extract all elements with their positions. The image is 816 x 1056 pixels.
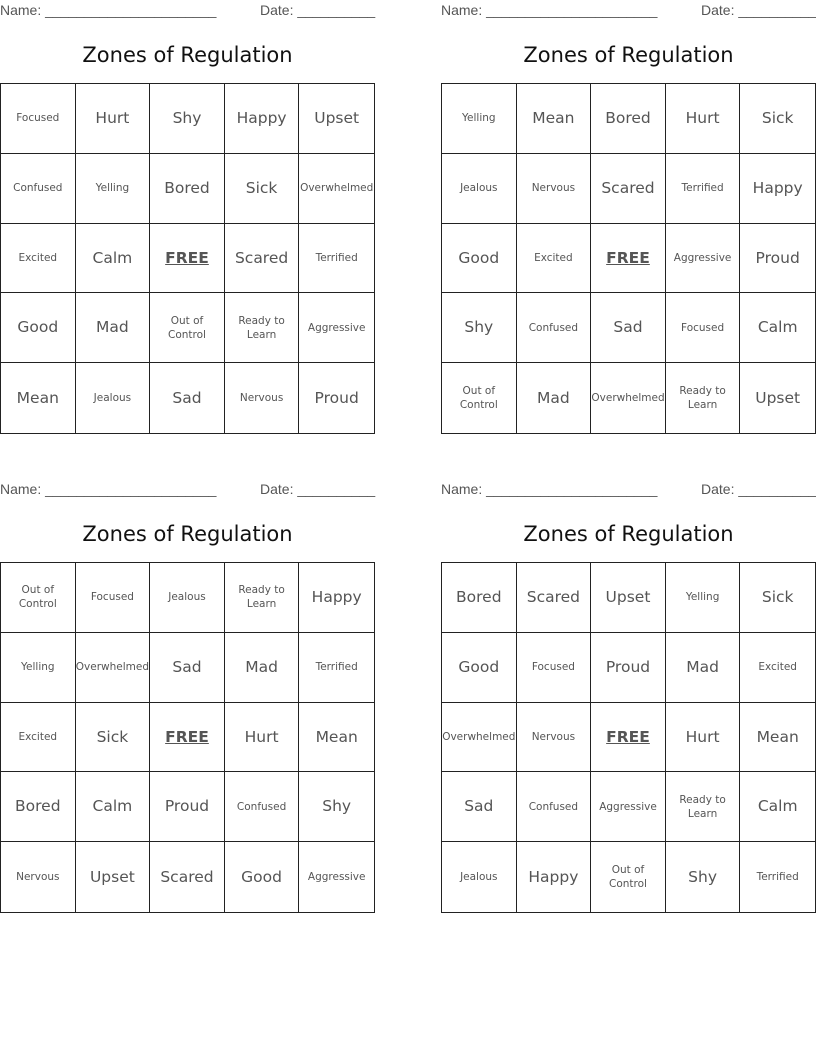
grid-cell: Out of Control [1,563,76,633]
grid-cell: Overwhelmed [442,703,517,773]
grid-cell: Nervous [517,703,592,773]
grid-cell: Yelling [1,633,76,703]
grid-cell: Nervous [517,154,592,224]
grid-cell: Calm [740,772,815,842]
grid-cell: Bored [1,772,76,842]
grid-cell: Mad [225,633,300,703]
grid-cell: Mean [517,84,592,154]
grid-cell: Sick [740,563,815,633]
grid-cell: Sick [225,154,300,224]
grid-cell: Sad [442,772,517,842]
name-date-row [0,0,375,20]
bingo-grid [0,562,375,913]
grid-cell: Upset [299,84,374,154]
date-field-label: Date: __________ [260,481,376,497]
grid-cell: Mean [1,363,76,433]
grid-cell: Scared [150,842,225,912]
grid-cell: Shy [666,842,741,912]
grid-cell: Terrified [299,633,374,703]
name-field-label: Name: ______________________ [441,481,658,497]
free-space: FREE [591,703,666,773]
grid-cell: Bored [442,563,517,633]
grid-cell: Hurt [666,703,741,773]
grid-cell: Aggressive [307,871,366,883]
grid-cell: Hurt [225,703,300,773]
grid-cell: Focused [76,563,151,633]
free-space: FREE [150,224,225,294]
grid-cell: Nervous [1,842,76,912]
grid-cell: Confused [1,154,76,224]
grid-cell: Calm [76,772,151,842]
grid-cell: Focused [517,633,592,703]
grid-cell: Shy [442,293,517,363]
grid-cell: Happy [225,84,300,154]
grid-cell: Jealous [442,842,517,912]
grid-cell: Focused [1,84,76,154]
grid-cell: Confused [225,772,300,842]
grid-cell: Mad [517,363,592,433]
name-date-row [441,479,816,499]
grid-cell: Good [225,842,300,912]
name-field-label: Name: ______________________ [0,2,217,18]
grid-cell: Shy [299,772,374,842]
grid-cell: Upset [76,842,151,912]
grid-cell: Aggressive [666,224,741,294]
name-field-label: Name: ______________________ [441,2,658,18]
grid-cell: Upset [755,388,801,407]
grid-cell: Mad [666,633,741,703]
free-space: FREE [591,224,666,294]
grid-cell: Happy [740,154,815,224]
grid-cell: Yelling [76,154,151,224]
grid-cell: Jealous [442,154,517,224]
grid-cell: Aggressive [299,293,374,363]
bingo-grid [441,562,816,913]
grid-cell: Scared [591,154,666,224]
grid-cell: Ready to Learn [225,293,300,363]
grid-cell: Excited [740,633,815,703]
free-space: FREE [150,703,225,773]
grid-cell: Good [442,633,517,703]
grid-cell: Overwhelmed [76,633,151,703]
grid-cell: Terrified [756,871,799,883]
grid-cell: Focused [666,293,741,363]
grid-cell: Yelling [666,563,741,633]
grid-cell: Scared [517,563,592,633]
grid-cell: Overwhelmed [591,363,666,433]
grid-cell: Mean [299,703,374,773]
date-field-label: Date: __________ [260,2,376,18]
grid-cell: Proud [740,224,815,294]
grid-cell: Out of Control [442,363,517,433]
grid-cell: Bored [591,84,666,154]
grid-cell: Good [1,293,76,363]
card-title: Zones of Regulation [523,43,734,67]
grid-cell: Ready to Learn [666,772,741,842]
card-title: Zones of Regulation [82,43,293,67]
grid-cell: Sick [740,84,815,154]
date-field-label: Date: __________ [701,481,816,497]
grid-cell: Excited [1,224,76,294]
grid-cell: Calm [740,293,815,363]
name-field-label: Name: ______________________ [0,481,217,497]
grid-cell: Ready to Learn [666,363,741,433]
date-field-label: Date: __________ [701,2,816,18]
grid-cell: Proud [150,772,225,842]
name-date-row [441,0,816,20]
grid-cell: Proud [314,388,359,407]
grid-cell: Bored [150,154,225,224]
grid-cell: Confused [517,772,592,842]
bingo-grid [0,83,375,434]
grid-cell: Mean [740,703,815,773]
grid-cell: Happy [299,563,374,633]
grid-cell: Jealous [150,563,225,633]
grid-cell: Excited [517,224,592,294]
grid-cell: Sad [150,363,225,433]
grid-cell: Overwhelmed [299,154,374,224]
grid-cell: Hurt [666,84,741,154]
grid-cell: Good [442,224,517,294]
grid-cell: Scared [225,224,300,294]
grid-cell: Mad [76,293,151,363]
grid-cell: Shy [150,84,225,154]
grid-cell: Calm [76,224,151,294]
grid-cell: Happy [517,842,592,912]
grid-cell: Jealous [76,363,151,433]
grid-cell: Hurt [76,84,151,154]
bingo-grid [441,83,816,434]
card-title: Zones of Regulation [523,522,734,546]
grid-cell: Upset [591,563,666,633]
grid-cell: Out of Control [150,293,225,363]
grid-cell: Yelling [442,84,517,154]
grid-cell: Out of Control [591,842,666,912]
grid-cell: Nervous [225,363,300,433]
grid-cell: Confused [517,293,592,363]
grid-cell: Proud [591,633,666,703]
name-date-row [0,479,375,499]
grid-cell: Excited [1,703,76,773]
grid-cell: Ready to Learn [225,563,300,633]
card-title: Zones of Regulation [82,522,293,546]
grid-cell: Terrified [666,154,741,224]
grid-cell: Sad [591,293,666,363]
grid-cell: Terrified [299,224,374,294]
grid-cell: Sad [150,633,225,703]
grid-cell: Sick [76,703,151,773]
grid-cell: Aggressive [591,772,666,842]
